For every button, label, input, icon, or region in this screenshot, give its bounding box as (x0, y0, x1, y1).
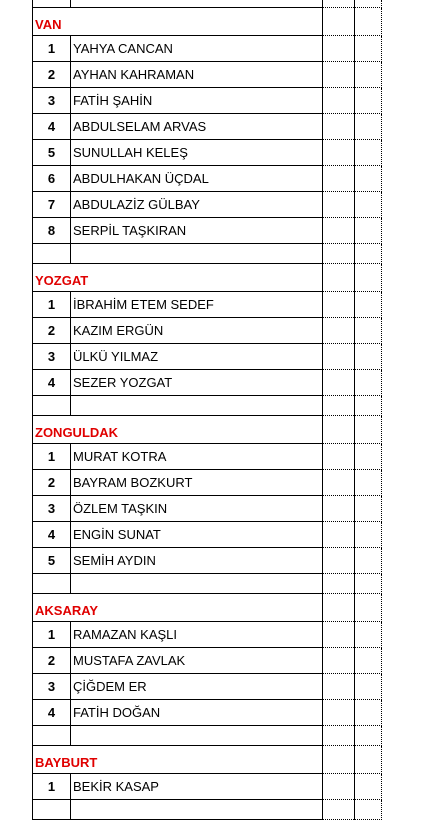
cell[interactable] (322, 88, 354, 114)
cell[interactable] (70, 574, 322, 594)
section-title: YOZGAT (35, 273, 89, 288)
cell[interactable] (354, 264, 382, 292)
cell[interactable] (322, 36, 354, 62)
cell[interactable] (322, 674, 354, 700)
cell[interactable] (354, 192, 382, 218)
table-row (32, 548, 382, 574)
table-row (32, 648, 382, 674)
cell[interactable] (322, 244, 354, 264)
row-number: 3 (47, 349, 56, 364)
row-number: 4 (47, 705, 56, 720)
table-row (32, 292, 382, 318)
table-row (32, 674, 382, 700)
cell[interactable] (354, 292, 382, 318)
cell[interactable] (322, 264, 354, 292)
cell[interactable] (354, 674, 382, 700)
cell[interactable] (322, 218, 354, 244)
section-title-cell[interactable] (32, 416, 322, 444)
cell[interactable] (322, 140, 354, 166)
person-name: MUSTAFA ZAVLAK (73, 653, 186, 668)
table-row (32, 62, 382, 88)
row-number-cell[interactable] (32, 470, 70, 496)
person-name: BAYRAM BOZKURT (73, 475, 193, 490)
blank-row (32, 244, 382, 264)
cell[interactable] (354, 0, 382, 8)
person-name: ENGİN SUNAT (73, 527, 161, 542)
section-title-cell[interactable] (32, 594, 322, 622)
cell[interactable] (354, 396, 382, 416)
cell[interactable] (322, 594, 354, 622)
name-cell[interactable] (70, 318, 322, 344)
cell[interactable] (354, 140, 382, 166)
person-name: ÜLKÜ YILMAZ (73, 349, 159, 364)
table-row (32, 192, 382, 218)
row-number: 5 (47, 145, 56, 160)
cell[interactable] (354, 218, 382, 244)
table-row (32, 444, 382, 470)
person-name: ÖZLEM TAŞKIN (73, 501, 168, 516)
person-name: KAZIM ERGÜN (73, 323, 164, 338)
section-title-cell[interactable] (32, 746, 322, 774)
cell[interactable] (354, 416, 382, 444)
table-row (32, 166, 382, 192)
row-number: 2 (47, 475, 56, 490)
cell[interactable] (322, 318, 354, 344)
spreadsheet-grid (32, 0, 382, 820)
table-row (32, 88, 382, 114)
table-row (32, 700, 382, 726)
row-number: 3 (47, 679, 56, 694)
cell[interactable] (322, 700, 354, 726)
cell[interactable] (322, 370, 354, 396)
cell[interactable] (70, 800, 322, 820)
section-header-row (32, 746, 382, 774)
section-title: BAYBURT (35, 755, 98, 770)
row-number-cell[interactable] (32, 774, 70, 800)
cell[interactable] (70, 726, 322, 746)
row-number: 7 (47, 197, 56, 212)
cell[interactable] (354, 370, 382, 396)
row-number-cell[interactable] (32, 522, 70, 548)
cell[interactable] (32, 800, 70, 820)
section-title: ZONGULDAK (35, 425, 119, 440)
cell[interactable] (354, 648, 382, 674)
cell[interactable] (354, 62, 382, 88)
table-row (32, 114, 382, 140)
section-header-row (32, 594, 382, 622)
cell[interactable] (322, 416, 354, 444)
cell[interactable] (322, 496, 354, 522)
name-cell[interactable] (70, 166, 322, 192)
cell[interactable] (70, 0, 322, 8)
cell[interactable] (354, 166, 382, 192)
person-name: FATİH ŞAHİN (73, 93, 153, 108)
cell[interactable] (354, 574, 382, 594)
row-number: 4 (47, 119, 56, 134)
cell[interactable] (354, 114, 382, 140)
section-header-row (32, 416, 382, 444)
row-number-cell[interactable] (32, 496, 70, 522)
cell[interactable] (32, 0, 70, 8)
row-number-cell[interactable] (32, 548, 70, 574)
row-number: 6 (47, 171, 56, 186)
cell[interactable] (322, 444, 354, 470)
cell[interactable] (322, 8, 354, 36)
section-header-row (32, 264, 382, 292)
cell[interactable] (354, 8, 382, 36)
blank-row (32, 800, 382, 820)
name-cell[interactable] (70, 674, 322, 700)
cell[interactable] (354, 746, 382, 774)
cell[interactable] (322, 62, 354, 88)
row-number: 1 (47, 449, 56, 464)
person-name: ÇİĞDEM ER (73, 679, 147, 694)
cell[interactable] (322, 746, 354, 774)
cell[interactable] (354, 496, 382, 522)
row-number: 2 (47, 323, 56, 338)
person-name: BEKİR KASAP (73, 779, 159, 794)
person-name: SERPİL TAŞKIRAN (73, 223, 187, 238)
row-number-cell[interactable] (32, 622, 70, 648)
row-number: 4 (47, 527, 56, 542)
table-row (32, 344, 382, 370)
row-number-cell[interactable] (32, 648, 70, 674)
cell[interactable] (322, 292, 354, 318)
table-row (32, 140, 382, 166)
blank-row (32, 726, 382, 746)
person-name: İBRAHİM ETEM SEDEF (73, 297, 214, 312)
cell[interactable] (322, 800, 354, 820)
cell[interactable] (70, 396, 322, 416)
name-cell[interactable] (70, 36, 322, 62)
row-number-cell[interactable] (32, 444, 70, 470)
name-cell[interactable] (70, 496, 322, 522)
cell[interactable] (354, 244, 382, 264)
cell[interactable] (322, 548, 354, 574)
row-number: 1 (47, 627, 56, 642)
cell[interactable] (322, 774, 354, 800)
cell[interactable] (354, 522, 382, 548)
row-number: 5 (47, 553, 56, 568)
table-row (32, 318, 382, 344)
cell[interactable] (322, 574, 354, 594)
table-row (32, 496, 382, 522)
table-row (32, 622, 382, 648)
cell[interactable] (322, 396, 354, 416)
name-cell[interactable] (70, 192, 322, 218)
row-number: 3 (47, 501, 56, 516)
cell[interactable] (322, 470, 354, 496)
table-row (32, 218, 382, 244)
cell[interactable] (354, 726, 382, 746)
cell[interactable] (322, 622, 354, 648)
row-number-cell[interactable] (32, 88, 70, 114)
cell[interactable] (32, 574, 70, 594)
row-number-cell[interactable] (32, 218, 70, 244)
person-name: ABDULHAKAN ÜÇDAL (73, 171, 209, 186)
cell[interactable] (354, 470, 382, 496)
person-name: SUNULLAH KELEŞ (73, 145, 188, 160)
cell[interactable] (32, 244, 70, 264)
table-row-top (32, 0, 382, 8)
cell[interactable] (322, 344, 354, 370)
name-cell[interactable] (70, 292, 322, 318)
table-row (32, 470, 382, 496)
person-name: MURAT KOTRA (73, 449, 167, 464)
cell[interactable] (354, 594, 382, 622)
cell[interactable] (354, 774, 382, 800)
row-number-cell[interactable] (32, 114, 70, 140)
name-cell[interactable] (70, 114, 322, 140)
name-cell[interactable] (70, 700, 322, 726)
row-number-cell[interactable] (32, 292, 70, 318)
name-cell[interactable] (70, 648, 322, 674)
cell[interactable] (354, 36, 382, 62)
cell[interactable] (322, 166, 354, 192)
cell[interactable] (32, 396, 70, 416)
cell[interactable] (354, 318, 382, 344)
person-name: RAMAZAN KAŞLI (73, 627, 178, 642)
cell[interactable] (354, 622, 382, 648)
row-number: 1 (47, 41, 56, 56)
row-number: 1 (47, 297, 56, 312)
cell[interactable] (322, 0, 354, 8)
row-number: 4 (47, 375, 56, 390)
name-cell[interactable] (70, 622, 322, 648)
blank-row (32, 396, 382, 416)
row-number-cell[interactable] (32, 674, 70, 700)
cell[interactable] (322, 114, 354, 140)
name-cell[interactable] (70, 370, 322, 396)
table-row (32, 522, 382, 548)
person-name: AYHAN KAHRAMAN (73, 67, 195, 82)
cell[interactable] (354, 800, 382, 820)
row-number: 2 (47, 653, 56, 668)
section-title: VAN (35, 17, 62, 32)
row-number: 8 (47, 223, 56, 238)
name-cell[interactable] (70, 522, 322, 548)
name-cell[interactable] (70, 444, 322, 470)
person-name: SEZER YOZGAT (73, 375, 173, 390)
row-number-cell[interactable] (32, 700, 70, 726)
person-name: YAHYA CANCAN (73, 41, 173, 56)
name-cell[interactable] (70, 88, 322, 114)
cell[interactable] (354, 700, 382, 726)
cell[interactable] (322, 648, 354, 674)
cell[interactable] (354, 548, 382, 574)
name-cell[interactable] (70, 470, 322, 496)
row-number-cell[interactable] (32, 192, 70, 218)
name-cell[interactable] (70, 344, 322, 370)
row-number: 1 (47, 779, 56, 794)
cell[interactable] (354, 88, 382, 114)
cell[interactable] (70, 244, 322, 264)
cell[interactable] (322, 726, 354, 746)
row-number: 2 (47, 67, 56, 82)
row-number-cell[interactable] (32, 36, 70, 62)
table-row (32, 36, 382, 62)
row-number-cell[interactable] (32, 370, 70, 396)
table-row (32, 370, 382, 396)
cell[interactable] (354, 344, 382, 370)
section-title-cell[interactable] (32, 8, 322, 36)
table-row (32, 774, 382, 800)
person-name: ABDULSELAM ARVAS (73, 119, 207, 134)
person-name: FATİH DOĞAN (73, 705, 161, 720)
cell[interactable] (322, 522, 354, 548)
section-title-cell[interactable] (32, 264, 322, 292)
name-cell[interactable] (70, 548, 322, 574)
cell[interactable] (354, 444, 382, 470)
name-cell[interactable] (70, 774, 322, 800)
name-cell[interactable] (70, 218, 322, 244)
name-cell[interactable] (70, 62, 322, 88)
blank-row (32, 574, 382, 594)
cell[interactable] (32, 726, 70, 746)
row-number-cell[interactable] (32, 166, 70, 192)
row-number-cell[interactable] (32, 344, 70, 370)
cell[interactable] (322, 192, 354, 218)
person-name: SEMİH AYDIN (73, 553, 156, 568)
row-number-cell[interactable] (32, 62, 70, 88)
row-number-cell[interactable] (32, 318, 70, 344)
section-header-row (32, 8, 382, 36)
section-title: AKSARAY (35, 603, 99, 618)
name-cell[interactable] (70, 140, 322, 166)
row-number: 3 (47, 93, 56, 108)
person-name: ABDULAZİZ GÜLBAY (73, 197, 200, 212)
row-number-cell[interactable] (32, 140, 70, 166)
